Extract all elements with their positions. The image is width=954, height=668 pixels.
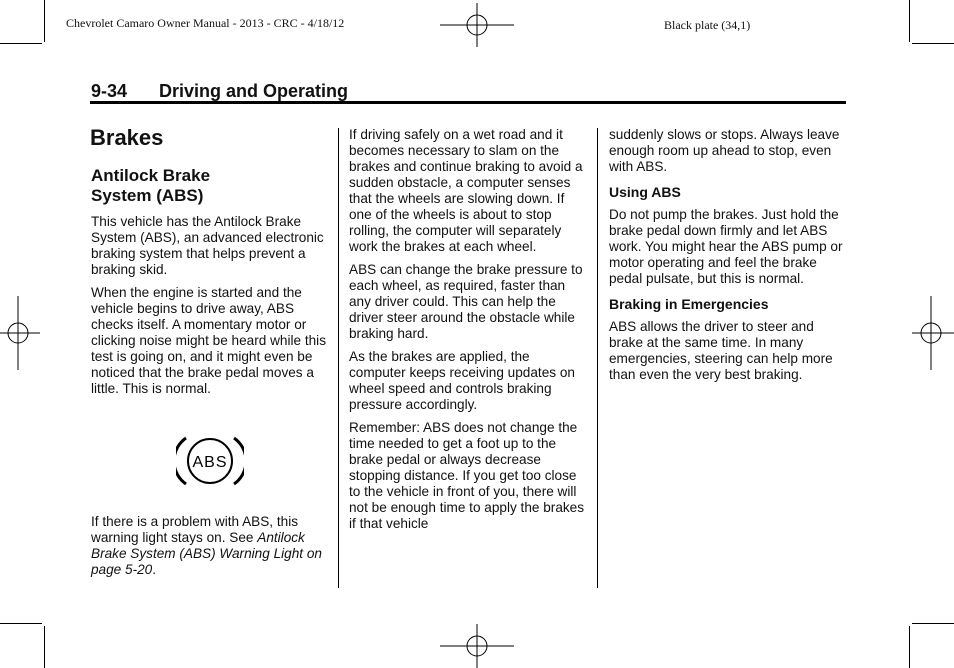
subheading-braking-emergencies: Braking in Emergencies <box>609 296 769 312</box>
paragraph: ABS allows the driver to steer and brake at the same time. In many emergencies, steering can help more than even the very best braking. <box>609 319 833 382</box>
paragraph: This vehicle has the Antilock Brake System (ABS), an advanced electronic braking system that helps prevent a braking skid. <box>91 214 324 277</box>
header-rule <box>90 101 846 104</box>
page-number: 9-34 <box>91 81 128 101</box>
paragraph: If driving safely on a wet road and it becomes necessary to slam on the brakes and continue braking to avoid a sudden obstacle, a computer senses that the wheels are slowing down. If one of the wheels is about to stop rolling, the computer will separately work the brakes at each wheel. <box>349 127 583 254</box>
paragraph: Do not pump the brakes. Just hold the brake pedal down firmly and let ABS work. You might hear the ABS pump or motor operating and feel the brake pedal pulsate, but this is normal. <box>609 207 843 286</box>
subheading-using-abs: Using ABS <box>609 184 681 200</box>
column-1-bottom <box>91 514 327 585</box>
crop-mark <box>912 43 954 44</box>
paragraph: When the engine is started and the vehicle begins to drive away, ABS checks itself. A momentary motor or clicking noise might be heard while this test is going on, and it might even be noticed that the brake pedal moves a little. This is normal. <box>91 285 326 396</box>
paragraph: As the brakes are applied, the computer keeps receiving updates on wheel speed and controls braking pressure accordingly. <box>349 349 575 412</box>
paragraph: Remember: ABS does not change the time needed to get a foot up to the brake pedal or always decrease stopping distance. If you get too close to the vehicle in front of you, there will not be enough time to apply the brakes if that vehicle <box>349 420 585 531</box>
column-divider <box>597 128 598 588</box>
registration-mark <box>438 3 516 47</box>
column-3 <box>609 127 845 390</box>
abs-icon-text: ABS <box>192 454 228 471</box>
crop-mark <box>44 626 45 668</box>
subsection-title: Antilock Brake System (ABS) <box>91 166 211 205</box>
crop-mark <box>0 43 42 44</box>
column-divider <box>338 128 339 588</box>
page-title: Brakes <box>90 125 164 150</box>
cross-reference-link[interactable]: Antilock Brake System (ABS) Warning Light on page 5-20 <box>91 530 322 577</box>
paragraph: If there is a problem with ABS, this warning light stays on. See Antilock Brake System (ABS) Warning Light on page 5-20. <box>91 514 322 577</box>
crop-mark <box>909 626 910 668</box>
print-header-right: Black plate (34,1) <box>664 18 751 32</box>
column-2 <box>349 127 589 539</box>
section-header <box>91 81 348 102</box>
registration-mark <box>0 294 40 372</box>
registration-mark <box>438 624 516 668</box>
crop-mark <box>909 0 910 42</box>
abs-warning-icon <box>176 434 244 488</box>
column-1 <box>91 214 327 404</box>
section-title: Driving and Operating <box>159 81 349 101</box>
registration-mark <box>912 294 954 372</box>
crop-mark <box>0 623 42 624</box>
print-header-left: Chevrolet Camaro Owner Manual - 2013 - CRC - 4/18/12 <box>66 16 345 30</box>
crop-mark <box>44 0 45 42</box>
paragraph: suddenly slows or stops. Always leave enough room up ahead to stop, even with ABS. <box>609 127 840 174</box>
paragraph: ABS can change the brake pressure to each wheel, as required, faster than any driver could. This can help the driver steer around the obstacle while braking hard. <box>349 262 583 341</box>
crop-mark <box>912 623 954 624</box>
